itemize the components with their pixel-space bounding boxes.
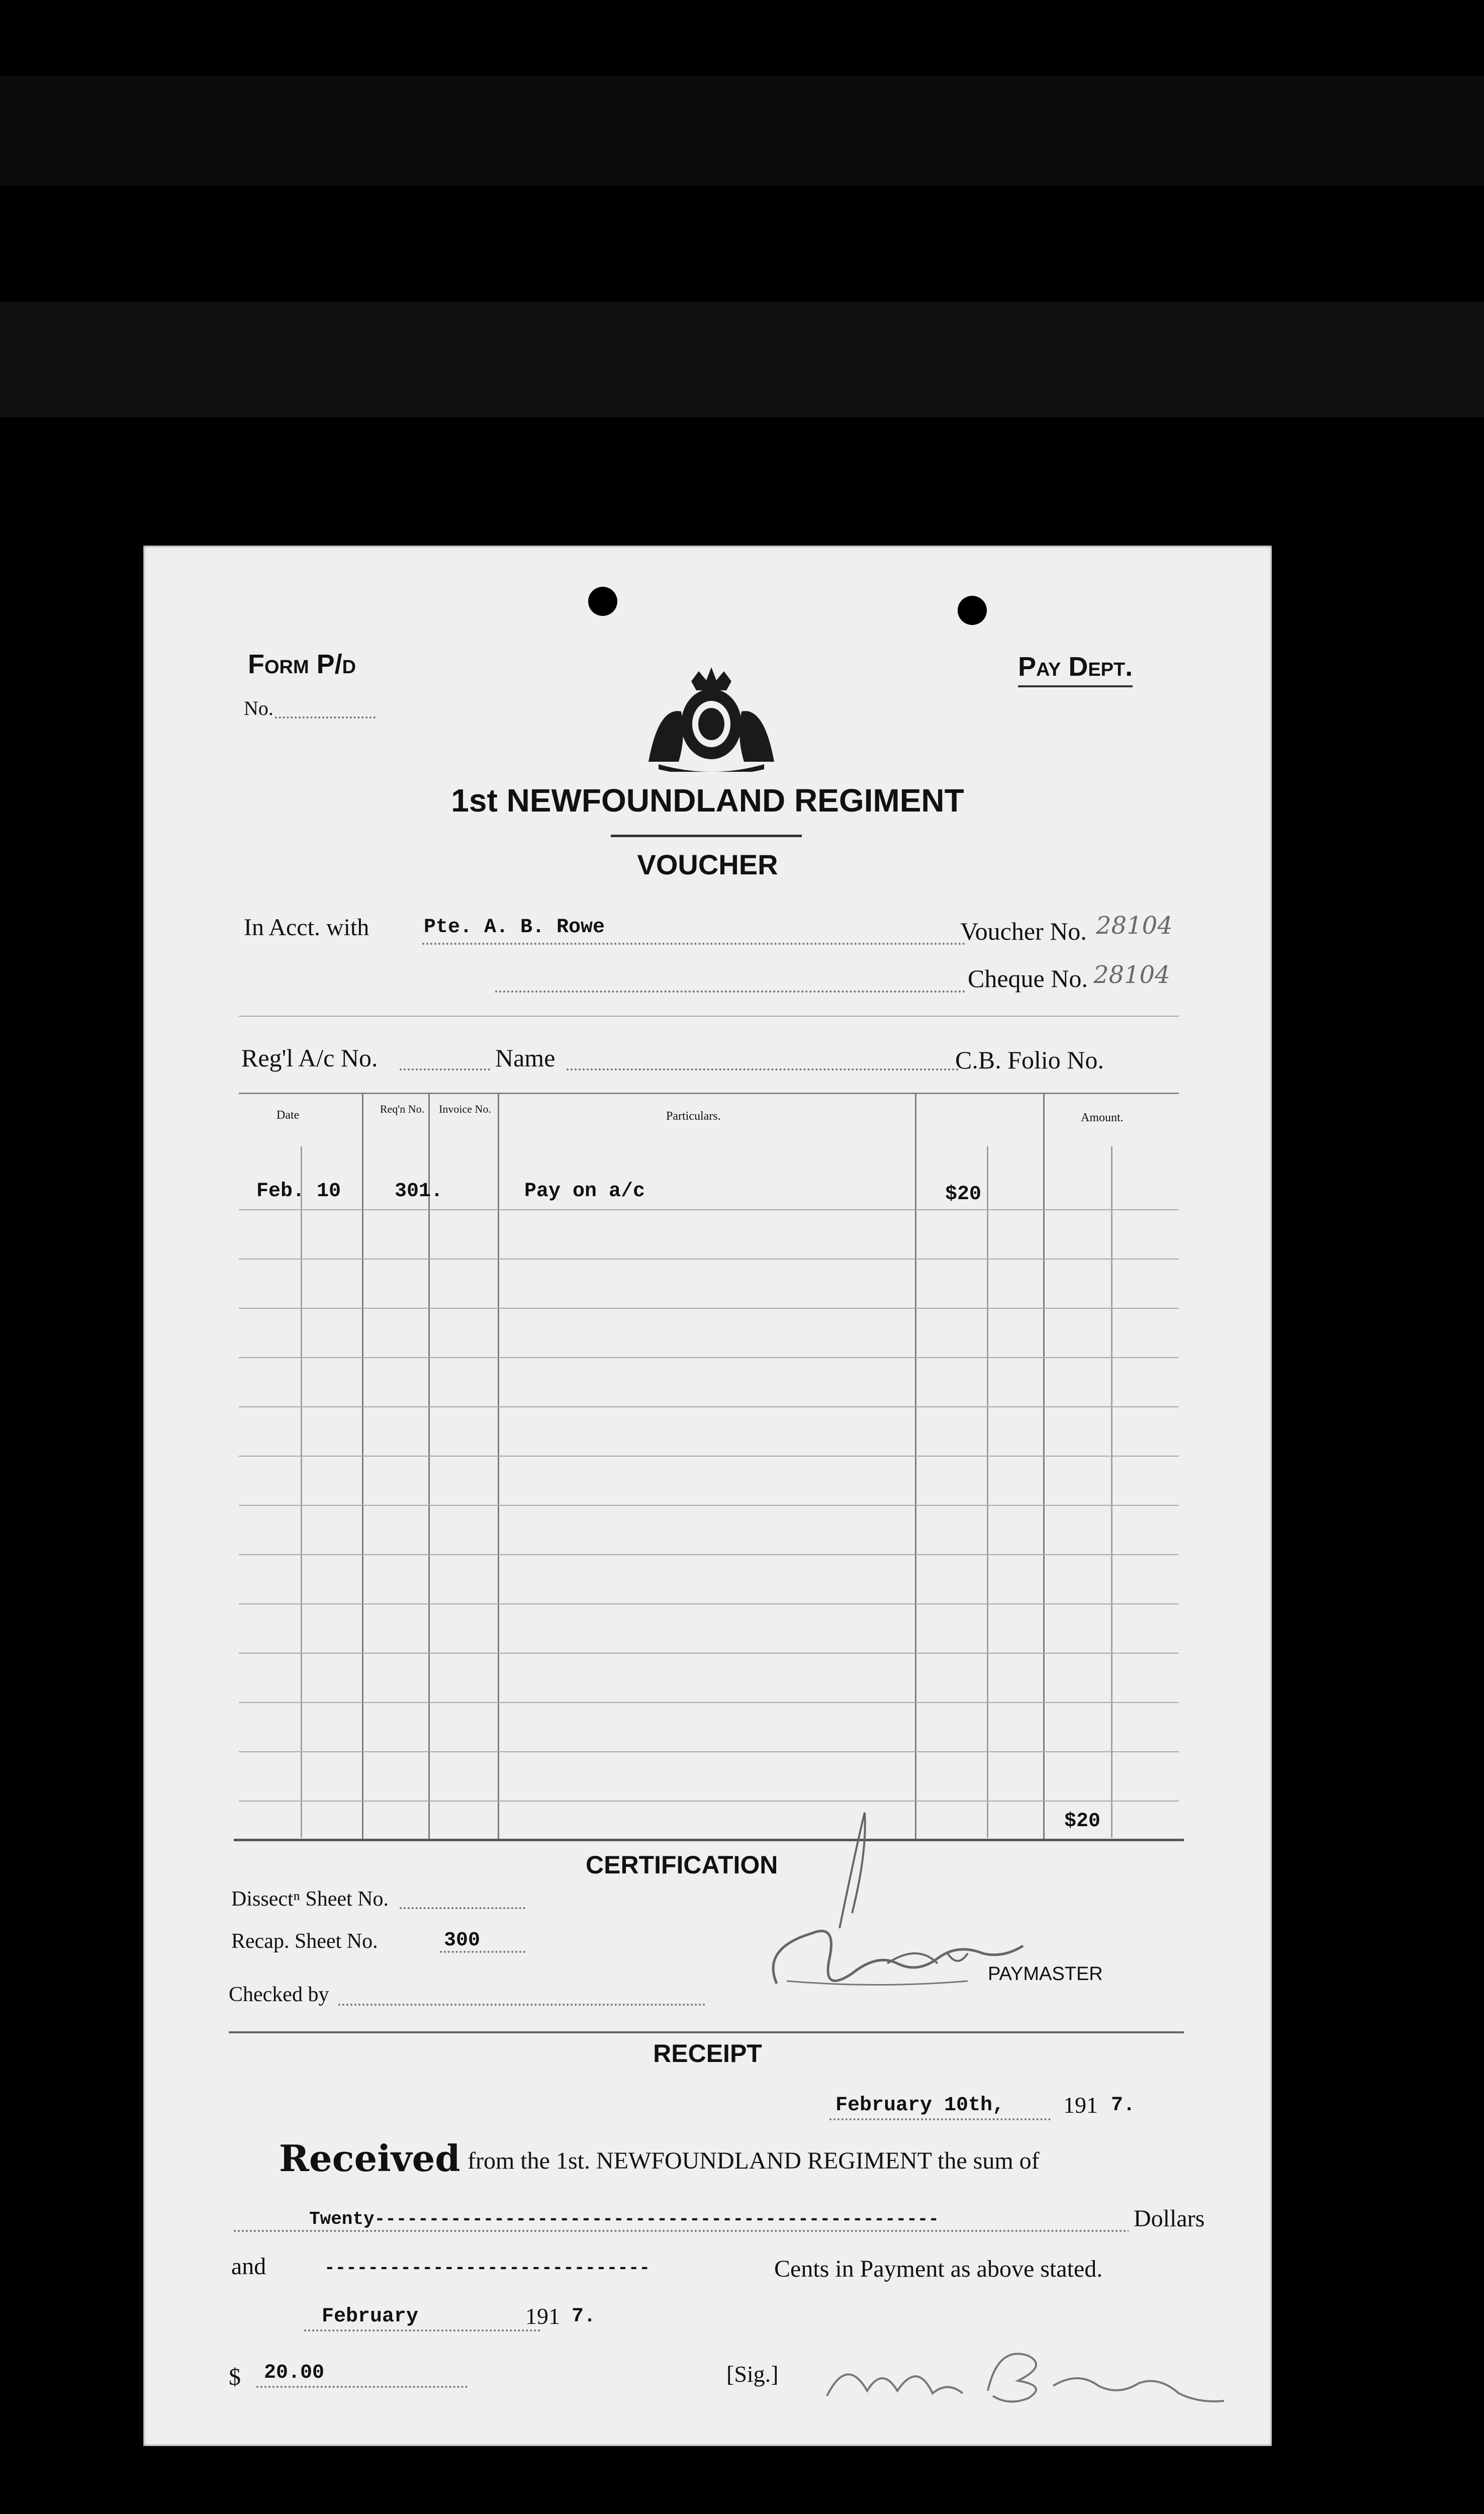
col-divider <box>915 1093 916 1839</box>
col-subdivider <box>1111 1146 1112 1838</box>
punch-hole <box>958 596 987 625</box>
no-field-line <box>275 716 376 719</box>
table-row-line <box>239 1653 1179 1654</box>
receipt-title: RECEIPT <box>653 2039 762 2068</box>
punch-hole <box>588 587 617 616</box>
header-particulars: Particulars. <box>666 1110 721 1123</box>
cents-dashes: ------------------------------ <box>324 2258 651 2278</box>
dollars-label: Dollars <box>1129 2205 1204 2232</box>
title-underline <box>611 835 802 837</box>
receipt-date-line <box>829 2118 1051 2120</box>
checked-by-label: Checked by <box>229 1983 329 2006</box>
month-value: February <box>322 2305 419 2328</box>
table-row-line <box>239 1259 1179 1260</box>
name-label: Name <box>495 1044 555 1072</box>
name-line <box>567 1068 959 1070</box>
amount-prefix: $ <box>229 2364 241 2390</box>
voucher-no-value: 28104 <box>1096 912 1173 940</box>
col-divider <box>498 1093 499 1839</box>
cheque-no-value: 28104 <box>1093 961 1170 989</box>
col-divider <box>428 1093 430 1839</box>
recap-sheet-label: Recap. Sheet No. <box>231 1930 378 1953</box>
table-row-line <box>239 1554 1179 1555</box>
header-invoice: Invoice No. <box>439 1103 491 1115</box>
table-top-border <box>239 1093 1179 1094</box>
receipt-date-value: February 10th, <box>836 2094 1005 2117</box>
paymaster-label: PAYMASTER <box>988 1963 1103 1985</box>
month-line <box>304 2329 540 2331</box>
row1-particulars: Pay on a/c <box>524 1180 645 1203</box>
recap-sheet-value: 300 <box>444 1929 481 1952</box>
regl-ac-label: Reg'l A/c No. <box>241 1044 378 1072</box>
cents-text: Cents in Payment as above stated. <box>774 2256 1103 2282</box>
regiment-title: 1st NEWFOUNDLAND REGIMENT <box>451 782 964 819</box>
voucher-sheet <box>143 546 1272 2446</box>
form-label: Form P/d <box>248 649 356 679</box>
col-divider <box>362 1093 363 1839</box>
divider <box>229 2031 1184 2033</box>
certification-title: CERTIFICATION <box>586 1851 778 1879</box>
receipt-year-prefix: 191 <box>1063 2092 1098 2118</box>
received-word: Received <box>279 2137 460 2180</box>
year2-prefix: 191 <box>525 2303 560 2329</box>
row1-sub-amount: $20 <box>945 1183 982 1206</box>
amount-line <box>256 2386 468 2388</box>
received-text: from the 1st. NEWFOUNDLAND REGIMENT the sum of <box>468 2147 1040 2174</box>
table-row-line <box>239 1308 1179 1309</box>
recipient-signature <box>817 2336 1229 2416</box>
regl-line <box>400 1068 490 1070</box>
dollars-line <box>234 2230 1179 2232</box>
scan-noise-band <box>0 75 1484 186</box>
voucher-title: VOUCHER <box>637 849 778 880</box>
in-acct-line <box>422 943 965 945</box>
header-reqn: Req'n No. <box>380 1103 425 1115</box>
no-label: No. <box>244 697 273 720</box>
col-subdivider <box>301 1146 302 1838</box>
row1-date: Feb. 10 <box>256 1180 341 1203</box>
amount-total: $20 <box>1064 1810 1101 1833</box>
header-amount: Amount. <box>1081 1111 1124 1124</box>
sig-label: [Sig.] <box>726 2361 779 2387</box>
dissect-line <box>400 1907 525 1909</box>
table-row-line <box>239 1505 1179 1506</box>
table-row-line <box>239 1603 1179 1604</box>
and-label: and <box>231 2253 266 2280</box>
scan-noise-band <box>0 302 1484 417</box>
recap-line <box>440 1951 525 1953</box>
table-row-line <box>239 1406 1179 1407</box>
amount-value: 20.00 <box>264 2362 325 2384</box>
royal-coat-of-arms-icon <box>638 661 784 772</box>
row1-reqn: 301. <box>395 1180 443 1203</box>
cb-folio-label: C.B. Folio No. <box>955 1046 1104 1074</box>
col-subdivider <box>987 1146 988 1838</box>
col-divider <box>1043 1093 1045 1839</box>
in-acct-value: Pte. A. B. Rowe <box>424 916 605 939</box>
year2-suffix: 7. <box>572 2305 596 2328</box>
table-row-line <box>239 1209 1179 1210</box>
acct-second-line <box>495 991 965 993</box>
cheque-no-label: Cheque No. <box>968 964 1088 993</box>
pay-dept-label: Pay Dept. <box>1018 651 1133 687</box>
divider <box>239 1016 1179 1017</box>
table-row-line <box>239 1702 1179 1703</box>
checked-by-line <box>338 2004 705 2006</box>
receipt-year-suffix: 7. <box>1111 2094 1136 2117</box>
voucher-no-label: Voucher No. <box>960 917 1087 945</box>
dissect-sheet-label: Dissectⁿ Sheet No. <box>231 1888 389 1911</box>
header-date: Date <box>276 1109 300 1122</box>
dollars-words: Twenty---------------------------------------------------- <box>309 2209 940 2229</box>
table-row-line <box>239 1357 1179 1358</box>
table-row-line <box>239 1456 1179 1457</box>
in-acct-label: In Acct. with <box>244 914 369 941</box>
